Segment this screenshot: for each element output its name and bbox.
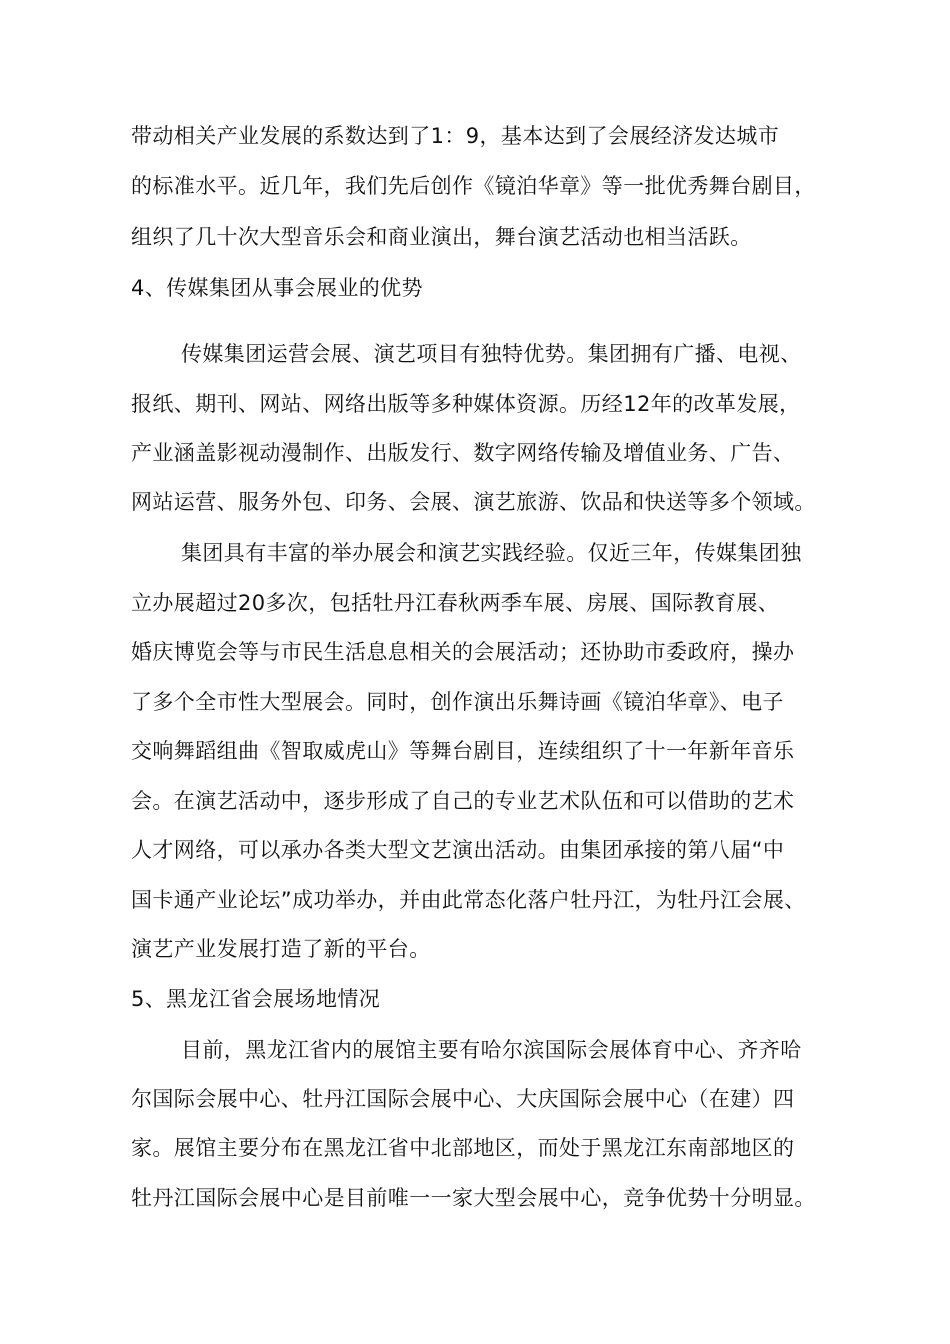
paragraph-line: 国卡通产业论坛”成功举办，并由此常态化落户牡丹江，为牡丹江会展、: [131, 888, 806, 912]
paragraph-line: 人才网络，可以承办各类大型文艺演出活动。由集团承接的第八届“中: [131, 838, 785, 862]
paragraph-line: 网站运营、服务外包、印务、会展、演艺旅游、饮品和快送等多个领域。: [131, 490, 816, 514]
paragraph-line: 传媒集团运营会展、演艺项目有独特优势。集团拥有广播、电视、: [181, 342, 802, 366]
paragraph-line: 产业涵盖影视动漫制作、出版发行、数字网络传输及增值业务、广告、: [131, 441, 795, 465]
paragraph-line: 报纸、期刊、网站、网络出版等多种媒体资源。历经12年的改革发展，: [131, 392, 801, 416]
paragraph-line: 组织了几十次大型音乐会和商业演出，舞台演艺活动也相当活跃。: [131, 225, 752, 249]
paragraph-line: 家。展馆主要分布在黑龙江省中北部地区，而处于黑龙江东南部地区的: [131, 1136, 795, 1160]
paragraph-line: 集团具有丰富的举办展会和演艺实践经验。仅近三年，传媒集团独: [181, 541, 802, 565]
paragraph-line: 交响舞蹈组曲《智取威虎山》等舞台剧目，连续组织了十一年新年音乐: [131, 739, 795, 763]
paragraph-line: 立办展超过20多次，包括牡丹江春秋两季车展、房展、国际教育展、: [131, 591, 780, 615]
paragraph-line: 的标准水平。近几年，我们先后创作《镜泊华章》等一批优秀舞台剧目，: [131, 174, 816, 198]
paragraph-line: 带动相关产业发展的系数达到了1：9，基本达到了会展经济发达城市: [131, 124, 780, 148]
paragraph-line: 会。在演艺活动中，逐步形成了自己的专业艺术队伍和可以借助的艺术: [131, 789, 795, 813]
paragraph-line: 目前，黑龙江省内的展馆主要有哈尔滨国际会展体育中心、齐齐哈: [181, 1038, 802, 1062]
paragraph-line: 婚庆博览会等与市民生活息息相关的会展活动；还协助市委政府，操办: [131, 640, 795, 664]
section-heading: 5、黑龙江省会展场地情况: [131, 987, 381, 1011]
paragraph-line: 演艺产业发展打造了新的平台。: [131, 937, 431, 961]
paragraph-line: 牡丹江国际会展中心是目前唯一一家大型会展中心，竞争优势十分明显。: [131, 1186, 816, 1210]
paragraph-line: 尔国际会展中心、牡丹江国际会展中心、大庆国际会展中心（在建）四: [131, 1087, 795, 1111]
section-heading: 4、传媒集团从事会展业的优势: [131, 276, 423, 300]
paragraph-line: 了多个全市性大型展会。同时，创作演出乐舞诗画《镜泊华章》、电子: [131, 690, 784, 714]
